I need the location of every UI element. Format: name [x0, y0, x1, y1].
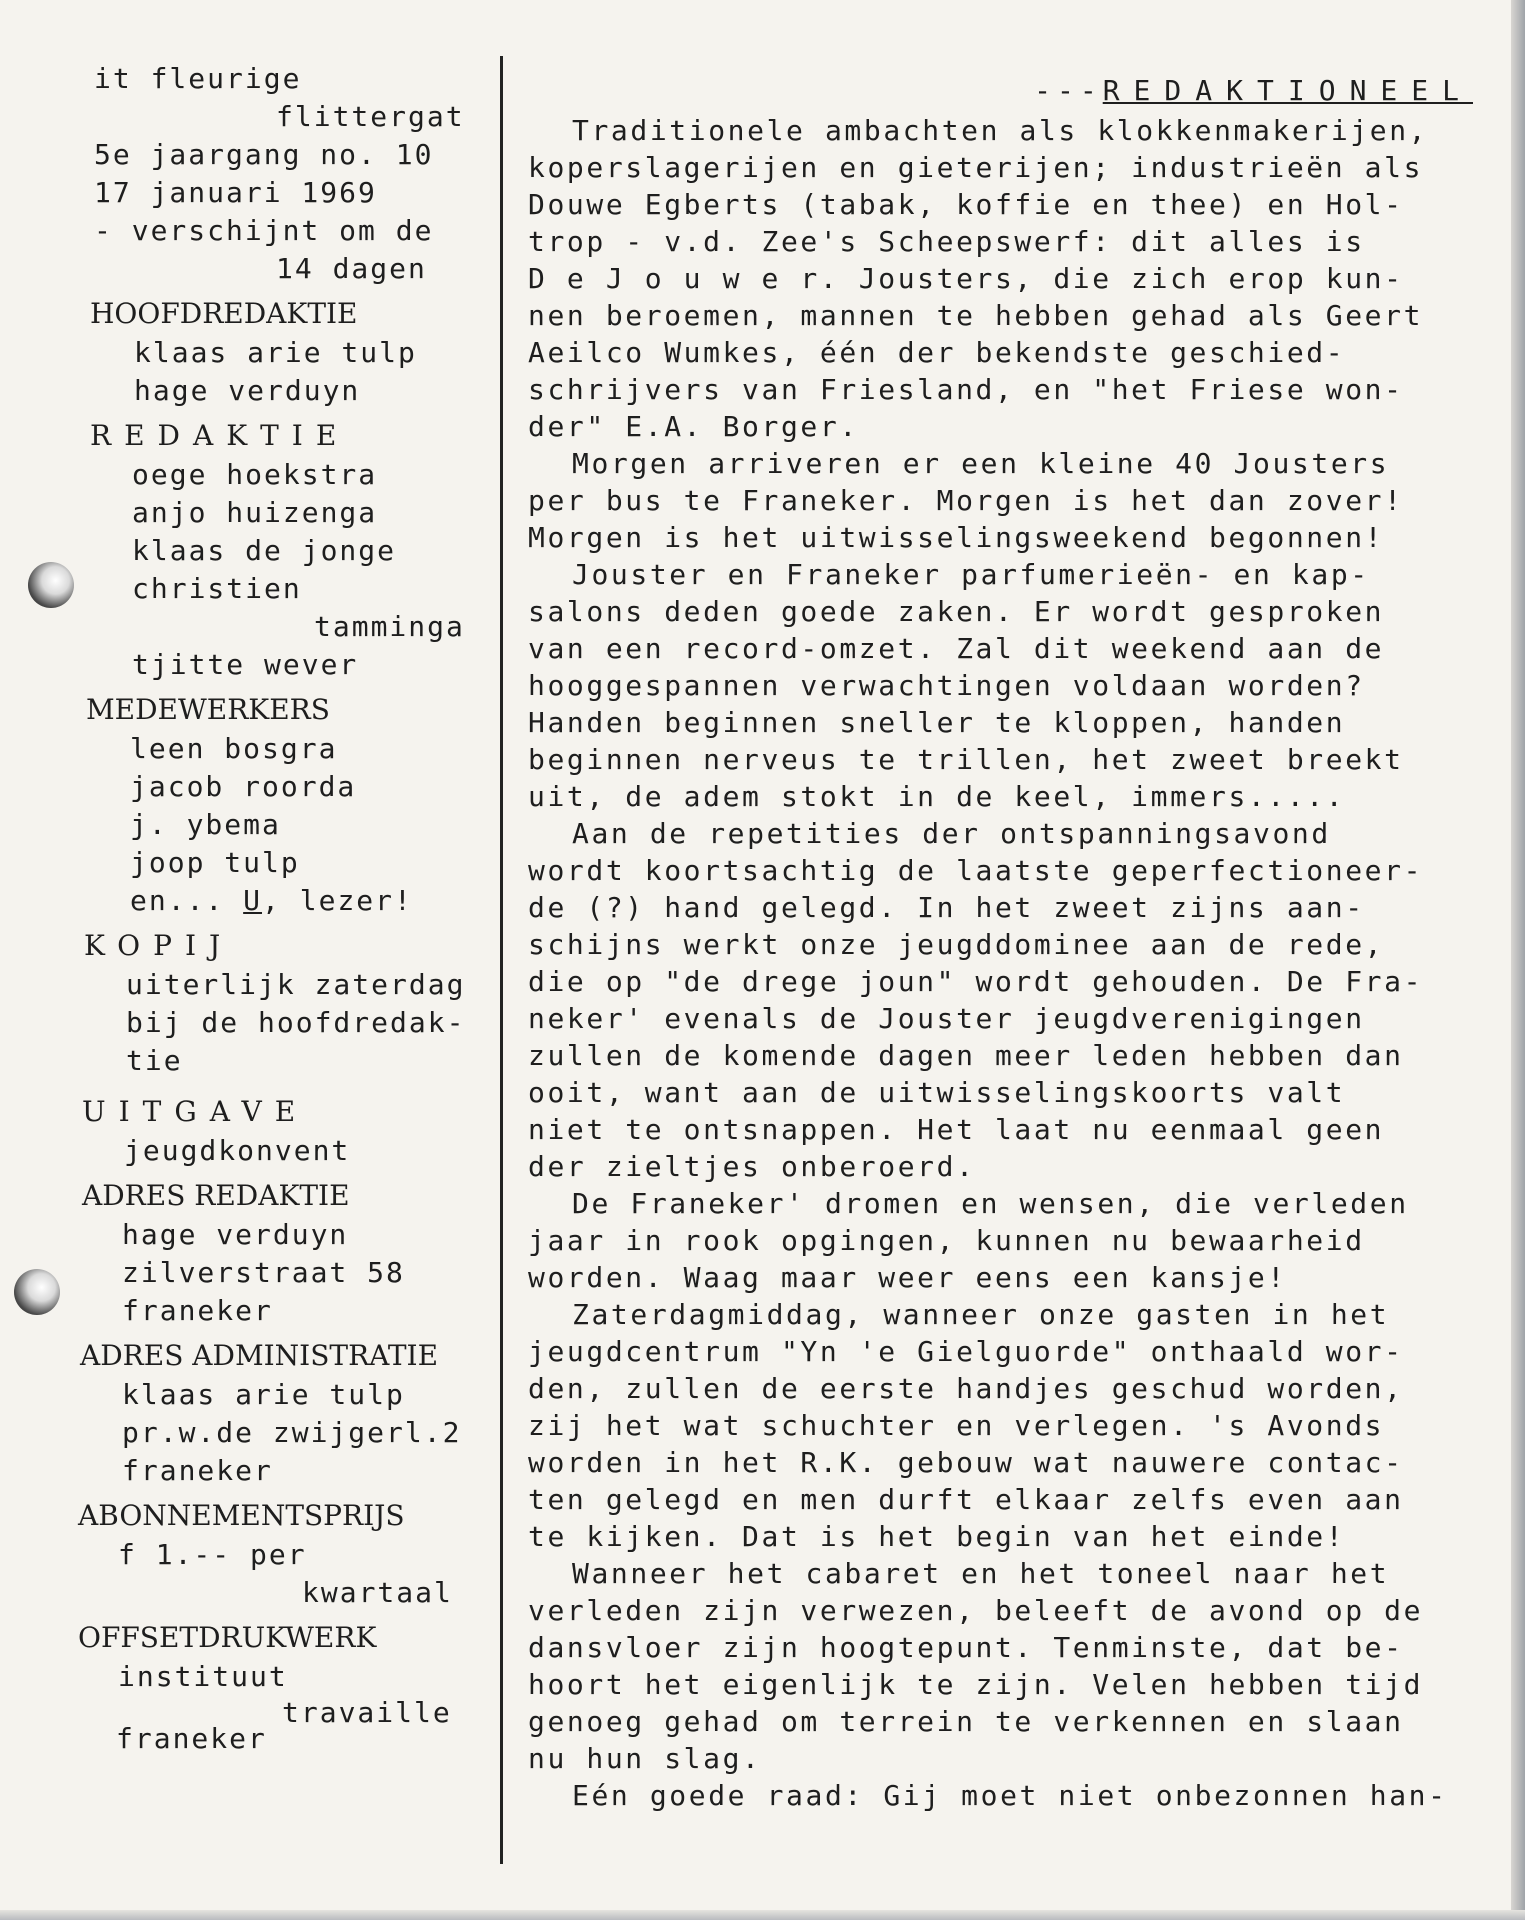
article-line: ooit, want aan de uitwisselingskoorts valt — [528, 1076, 1346, 1109]
article-line: jeugdcentrum "Yn 'e Gielguorde" onthaald wor- — [528, 1335, 1404, 1368]
redaktie-name-2: anjo huizenga — [132, 496, 378, 529]
kopij-line-3: tie — [126, 1044, 183, 1077]
redaktie-name-5: tamminga — [314, 610, 465, 643]
article-line: niet te ontsnappen. Het laat nu eenmaal geen — [528, 1113, 1385, 1146]
article-line: den, zullen de eerste handjes geschud worden, — [528, 1372, 1404, 1405]
frequency-line-2: 14 dagen — [276, 252, 427, 285]
offsetdrukwerk-address — [60, 1696, 490, 1772]
adres-redaktie-line-2: zilverstraat 58 — [122, 1256, 405, 1289]
uitgave-line-1: jeugdkonvent — [124, 1134, 351, 1167]
article-line: trop - v.d. Zee's Scheepswerf: dit alles is — [528, 225, 1365, 258]
adres-administratie-line-3: franeker — [122, 1454, 273, 1487]
article-line: nen beroemen, mannen te hebben gehad als Geert — [528, 299, 1424, 332]
hoofdredaktie-name-2: hage verduyn — [134, 374, 361, 407]
medewerker-reader-line — [60, 882, 490, 920]
medewerker-name-2: jacob roorda — [130, 770, 357, 803]
kopij-line-2: bij de hoofdredak- — [126, 1006, 466, 1039]
editorial-article — [528, 70, 1483, 1814]
redaktie-name-1: oege hoekstra — [132, 458, 378, 491]
paragraph-first-line: Traditionele ambachten als klokkenmakerijen, — [572, 114, 1429, 147]
article-line: verleden zijn verwezen, beleeft de avond op de — [528, 1594, 1424, 1627]
offsetdrukwerk-line-2: travaille — [282, 1696, 452, 1729]
adres-redaktie-line-3: franeker — [122, 1294, 273, 1327]
paragraph-first-line: Aan de repetities der ontspanningsavond — [572, 817, 1331, 850]
medewerker-name-3: j. ybema — [130, 808, 281, 841]
article-line: hoort het eigenlijk te zijn. Velen hebben tijd — [528, 1668, 1424, 1701]
reader-suffix: , lezer! — [262, 884, 413, 917]
heading-dashes: --- — [1034, 74, 1103, 107]
uitgave-heading: UITGAVE — [82, 1095, 309, 1128]
abonnementsprijs-line-2: kwartaal — [302, 1576, 453, 1609]
article-line: jaar in rook opgingen, kunnen nu bewaarheid — [528, 1224, 1365, 1257]
article-line: te kijken. Dat is het begin van het einde! — [528, 1520, 1346, 1553]
article-line: Aeilco Wumkes, één der bekendste geschied- — [528, 336, 1346, 369]
article-heading — [528, 70, 1483, 112]
article-body — [528, 112, 1483, 1814]
article-line: worden in het R.K. gebouw wat nauwere contac- — [528, 1446, 1404, 1479]
article-line: Morgen is het uitwisselingsweekend begonnen! — [528, 521, 1385, 554]
adres-redaktie-heading: ADRES REDAKTIE — [82, 1179, 350, 1212]
article-line: van een record-omzet. Zal dit weekend aan de — [528, 632, 1385, 665]
offsetdrukwerk-heading: OFFSETDRUKWERK — [78, 1621, 377, 1654]
article-line: de (?) hand gelegd. In het zweet zijns aan- — [528, 891, 1365, 924]
punch-hole-bottom — [14, 1269, 60, 1315]
article-line: zij het wat schuchter en verlegen. 's Avonds — [528, 1409, 1385, 1442]
medewerker-name-4: joop tulp — [130, 846, 300, 879]
article-line: hooggespannen verwachtingen voldaan worden? — [528, 669, 1365, 702]
article-line: schijns werkt onze jeugddominee aan de rede, — [528, 928, 1385, 961]
hoofdredaktie-heading: HOOFDREDAKTIE — [90, 297, 358, 330]
frequency-line-1: - verschijnt om de — [94, 214, 434, 247]
adres-redaktie-line-1: hage verduyn — [122, 1218, 349, 1251]
article-line: ten gelegd en men durft elkaar zelfs even aan — [528, 1483, 1404, 1516]
medewerker-name-1: leen bosgra — [130, 732, 338, 765]
abonnementsprijs-heading: ABONNEMENTSPRIJS — [78, 1499, 405, 1532]
adres-administratie-line-1: klaas arie tulp — [122, 1378, 405, 1411]
paragraph-first-line: Eén goede raad: Gij moet niet onbezonnen han- — [572, 1779, 1448, 1812]
hoofdredaktie-name-1: klaas arie tulp — [134, 336, 417, 369]
paragraph-first-line: Wanneer het cabaret en het toneel naar het — [572, 1557, 1390, 1590]
medewerkers-heading: MEDEWERKERS — [86, 693, 330, 726]
article-line: der" E.A. Borger. — [528, 410, 859, 443]
article-line: koperslagerijen en gieterijen; industrieën als — [528, 151, 1424, 184]
article-line: neker' evenals de Jouster jeugdverenigingen — [528, 1002, 1365, 1035]
article-line: uit, de adem stokt in de keel, immers..... — [528, 780, 1346, 813]
masthead-title-line-2: flittergat — [276, 100, 465, 133]
article-line: zullen de komende dagen meer leden hebben dan — [528, 1039, 1404, 1072]
article-line: nu hun slag. — [528, 1742, 762, 1775]
reader-prefix: en... — [130, 884, 244, 917]
article-line: worden. Waag maar weer eens een kansje! — [528, 1261, 1287, 1294]
page-edge-shadow — [1511, 0, 1525, 1920]
paragraph-first-line: Morgen arriveren er een kleine 40 Jousters — [572, 447, 1390, 480]
paragraph-first-line: Jouster en Franeker parfumerieën- en kap- — [572, 558, 1370, 591]
column-divider — [500, 56, 503, 1864]
article-line: Douwe Egberts (tabak, koffie en thee) en Hol- — [528, 188, 1404, 221]
adres-administratie-heading: ADRES ADMINISTRATIE — [80, 1339, 439, 1372]
article-line: Handen beginnen sneller te kloppen, handen — [528, 706, 1346, 739]
adres-administratie-line-2: pr.w.de zwijgerl.2 — [122, 1416, 462, 1449]
article-line: beginnen nerveus te trillen, het zweet breekt — [528, 743, 1404, 776]
issue-date: 17 januari 1969 — [94, 176, 377, 209]
article-line: genoeg gehad om terrein te verkennen en slaan — [528, 1705, 1404, 1738]
article-line: dansvloer zijn hoogtepunt. Tenminste, dat be- — [528, 1631, 1404, 1664]
reader-u-letter: U — [243, 884, 263, 917]
kopij-heading: KOPIJ — [84, 929, 234, 962]
kopij-line-1: uiterlijk zaterdag — [126, 968, 466, 1001]
offsetdrukwerk-line-3: franeker — [116, 1722, 267, 1755]
article-line: schrijvers van Friesland, en "het Friese won- — [528, 373, 1404, 406]
page-bottom-shadow — [0, 1910, 1525, 1920]
paragraph-first-line: Zaterdagmiddag, wanneer onze gasten in het — [572, 1298, 1390, 1331]
redaktie-name-6: tjitte wever — [132, 648, 359, 681]
redaktie-heading: REDAKTIE — [90, 419, 350, 452]
redaktie-name-4: christien — [132, 572, 302, 605]
colophon-sidebar — [60, 60, 490, 1772]
offsetdrukwerk-line-1: instituut — [118, 1660, 288, 1693]
article-line: salons deden goede zaken. Er wordt gesproken — [528, 595, 1385, 628]
redaktie-name-3: klaas de jonge — [132, 534, 397, 567]
abonnementsprijs-line-1: f 1.-- per — [118, 1538, 307, 1571]
issue-number: 5e jaargang no. 10 — [94, 138, 434, 171]
article-line: die op "de drege joun" wordt gehouden. De Fra- — [528, 965, 1424, 998]
paragraph-first-line: De Franeker' dromen en wensen, die verleden — [572, 1187, 1409, 1220]
article-line: per bus te Franeker. Morgen is het dan zover! — [528, 484, 1404, 517]
article-line: der zieltjes onberoerd. — [528, 1150, 976, 1183]
article-line: wordt koortsachtig de laatste geperfectioneer- — [528, 854, 1424, 887]
article-line: D e J o u w e r. Jousters, die zich erop kun- — [528, 262, 1404, 295]
masthead-title-line-1: it fleurige — [94, 62, 302, 95]
heading-title: REDAKTIONEEL — [1102, 74, 1473, 107]
